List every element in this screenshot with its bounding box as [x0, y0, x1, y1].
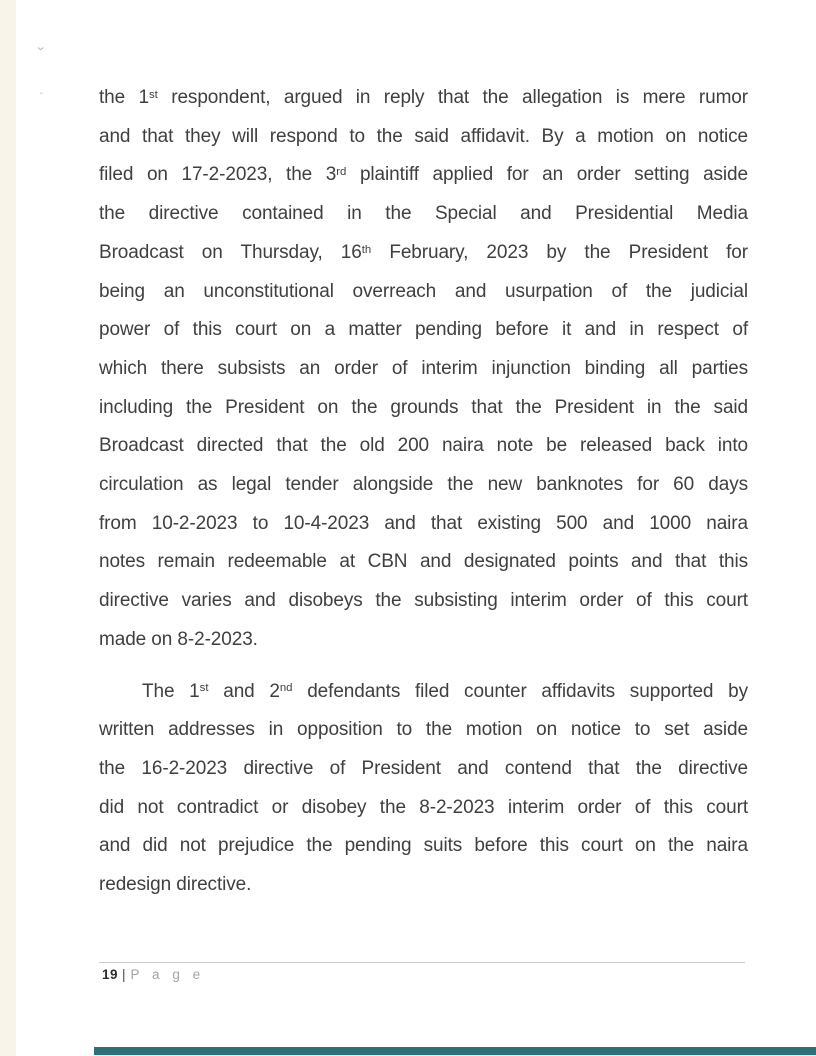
footer-separator: | — [122, 967, 126, 982]
scan-artifact: · — [39, 85, 44, 100]
text-line: The 1st and 2nd defendants filed counter affidavits supported by — [142, 680, 748, 702]
text-line: the directive contained in the Special and Presidential Media — [99, 203, 748, 225]
text-line: filed on 17-2-2023, the 3rd plaintiff applied for an order setting aside — [99, 164, 748, 186]
footer-page-word: P a g e — [130, 967, 205, 982]
scan-artifact: ⌄ — [34, 41, 47, 53]
page-edge-strip — [0, 0, 16, 1056]
text-line: being an unconstitutional overreach and usurpation of the judicial — [99, 280, 748, 302]
text-line: from 10-2-2023 to 10-4-2023 and that existing 500 and 1000 naira — [99, 512, 748, 534]
paragraph — [99, 79, 748, 660]
text-line: including the President on the grounds that the President in the said — [99, 396, 748, 418]
document-body — [99, 79, 748, 905]
paragraph — [99, 673, 748, 905]
ordinal-superscript: nd — [279, 682, 293, 695]
ordinal-superscript: st — [199, 682, 209, 695]
ordinal-superscript: rd — [336, 166, 347, 179]
text-line: which there subsists an order of interim injunction binding all parties — [99, 357, 748, 379]
ordinal-superscript: st — [148, 88, 158, 101]
text-line: and did not prejudice the pending suits before this court on the naira — [99, 835, 748, 857]
text-line: the 16-2-2023 directive of President and contend that the directive — [99, 757, 748, 779]
page-footer — [102, 967, 205, 982]
text-line: the 1st respondent, argued in reply that the allegation is mere rumor — [99, 87, 748, 108]
page-number: 19 — [102, 967, 119, 982]
text-line: Broadcast on Thursday, 16th February, 2023 by the President for — [99, 241, 748, 263]
text-line: directive varies and disobeys the subsisting interim order of this court — [99, 590, 748, 612]
text-line: did not contradict or disobey the 8-2-2023 interim order of this court — [99, 796, 748, 818]
text-line: power of this court on a matter pending before it and in respect of — [99, 319, 748, 341]
text-line: notes remain redeemable at CBN and designated points and that this — [99, 551, 748, 573]
text-line: Broadcast directed that the old 200 naira note be released back into — [99, 435, 748, 457]
text-line: made on 8-2-2023. — [99, 628, 258, 650]
footer-divider — [99, 962, 745, 963]
text-line: circulation as legal tender alongside the new banknotes for 60 days — [99, 474, 748, 496]
bottom-accent-bar — [94, 1047, 816, 1055]
text-line: and that they will respond to the said affidavit. By a motion on notice — [99, 125, 748, 147]
text-line: written addresses in opposition to the motion on notice to set aside — [99, 719, 748, 741]
ordinal-superscript: th — [361, 243, 372, 256]
text-line: redesign directive. — [99, 874, 252, 896]
